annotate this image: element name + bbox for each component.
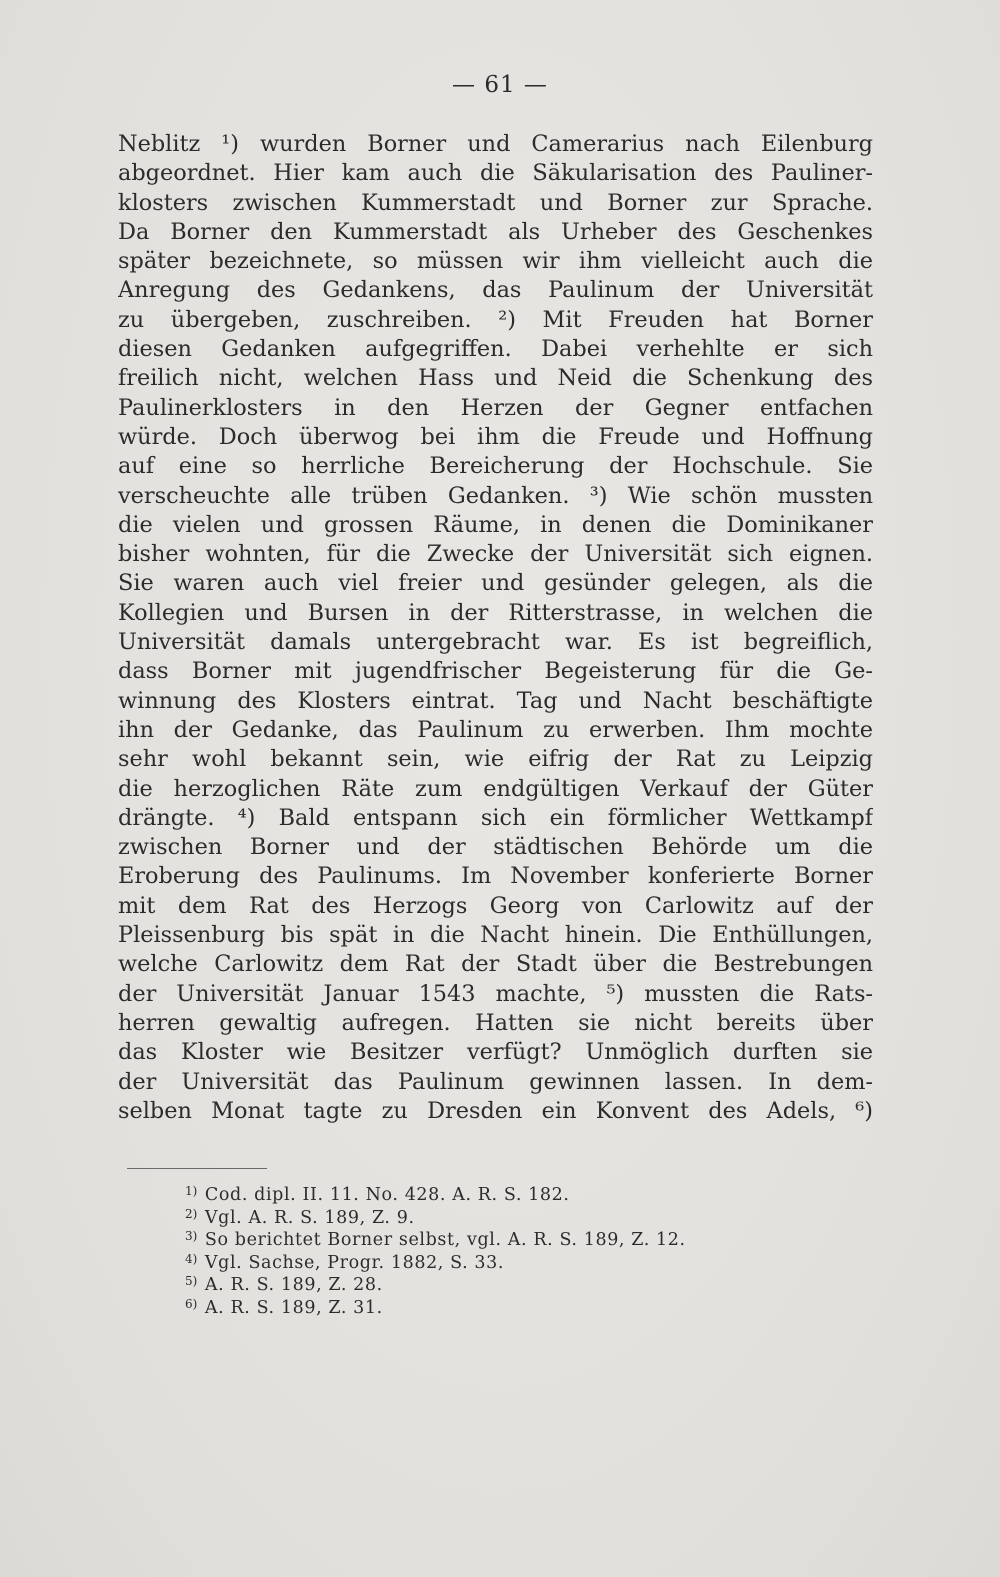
footnote-mark: 5) xyxy=(185,1274,198,1289)
text-line: freilich nicht, welchen Hass und Neid die Schenkung des xyxy=(118,365,873,392)
footnote-mark: 3) xyxy=(185,1229,198,1244)
footnote-mark: 6) xyxy=(185,1296,198,1311)
text-line: Neblitz ¹) wurden Borner und Camerarius nach Eilenburg xyxy=(118,131,873,157)
text-line: Da Borner den Kummerstadt als Urheber des Geschenkes xyxy=(118,218,873,245)
text-line: der Universität Januar 1543 machte, ⁵) mussten die Rats- xyxy=(118,980,873,1007)
footnote-divider xyxy=(127,1168,267,1169)
text-line: diesen Gedanken aufgegriffen. Dabei verhehlte er sich xyxy=(118,336,873,363)
text-line: zu übergeben, zuschreiben. ²) Mit Freuden hat Borner xyxy=(118,306,873,333)
text-line: auf eine so herrliche Bereicherung der Hochschule. Sie xyxy=(118,453,873,480)
text-line: sehr wohl bekannt sein, wie eifrig der Rat zu Leipzig xyxy=(118,746,873,773)
text-line: mit dem Rat des Herzogs Georg von Carlowitz auf der xyxy=(118,892,873,919)
text-line: selben Monat tagte zu Dresden ein Konvent des Adels, ⁶) xyxy=(118,1097,873,1124)
footnote-mark: 4) xyxy=(185,1251,198,1266)
text-line: dass Borner mit jugendfrischer Begeisterung für die Ge- xyxy=(118,658,873,685)
body-text xyxy=(118,130,873,1126)
text-line: das Kloster wie Besitzer verfügt? Unmöglich durften sie xyxy=(118,1039,873,1066)
text-line: klosters zwischen Kummerstadt und Borner zur Sprache. xyxy=(118,189,873,216)
text-line: Universität damals untergebracht war. Es ist begreiflich, xyxy=(118,629,873,656)
footnote xyxy=(185,1270,825,1296)
footnote xyxy=(185,1203,825,1226)
footnote xyxy=(185,1225,825,1251)
text-line: zwischen Borner und der städtischen Behörde um die xyxy=(118,834,873,861)
text-line: die herzoglichen Räte zum endgültigen Verkauf der Güter xyxy=(118,775,873,802)
text-line: würde. Doch überwog bei ihm die Freude und Hoffnung xyxy=(118,423,873,450)
text-line: welche Carlowitz dem Rat der Stadt über die Bestrebungen xyxy=(118,951,873,978)
text-line: winnung des Klosters eintrat. Tag und Nacht beschäftigte xyxy=(118,687,873,714)
footnote-text: Cod. dipl. II. 11. No. 428. A. R. S. 182. xyxy=(204,1185,570,1205)
footnote-mark: 2) xyxy=(185,1206,198,1221)
footnote-text: Vgl. Sachse, Progr. 1882, S. 33. xyxy=(204,1252,505,1273)
text-line: Pleissenburg bis spät in die Nacht hinein. Die Enthüllungen, xyxy=(118,922,873,949)
footnote-text: Vgl. A. R. S. 189, Z. 9. xyxy=(204,1207,415,1228)
footnote-text: A. R. S. 189, Z. 28. xyxy=(204,1275,383,1296)
footnote-text: A. R. S. 189, Z. 31. xyxy=(204,1297,383,1318)
text-line: drängte. ⁴) Bald entspann sich ein förmlicher Wettkampf xyxy=(118,804,873,831)
text-line: ihn der Gedanke, das Paulinum zu erwerben. Ihm mochte xyxy=(118,716,873,743)
footnote xyxy=(185,1248,825,1271)
text-line: verscheuchte alle trüben Gedanken. ³) Wie schön mussten xyxy=(118,482,873,509)
text-line: die vielen und grossen Räume, in denen die Dominikaner xyxy=(118,511,873,538)
footnote xyxy=(185,1293,825,1316)
text-line: Sie waren auch viel freier und gesünder gelegen, als die xyxy=(118,570,873,597)
footnote xyxy=(185,1180,825,1203)
text-line: der Universität das Paulinum gewinnen lassen. In dem- xyxy=(118,1068,873,1095)
text-line: bisher wohnten, für die Zwecke der Universität sich eignen. xyxy=(118,541,873,568)
text-line: Kollegien und Bursen in der Ritterstrasse, in welchen die xyxy=(118,599,873,626)
footnote-mark: 1) xyxy=(185,1184,198,1198)
text-line: später bezeichnete, so müssen wir ihm vielleicht auch die xyxy=(118,248,873,275)
text-line: Anregung des Gedankens, das Paulinum der Universität xyxy=(118,277,873,304)
footnotes xyxy=(185,1180,825,1316)
footnote-text: So berichtet Borner selbst, vgl. A. R. S. 189, Z. 12. xyxy=(204,1230,686,1251)
text-line: Eroberung des Paulinums. Im November konferierte Borner xyxy=(118,863,873,890)
text-line: abgeordnet. Hier kam auch die Säkularisation des Pauliner- xyxy=(118,160,873,187)
text-line: Paulinerklosters in den Herzen der Gegner entfachen xyxy=(118,394,873,421)
text-line: herren gewaltig aufregen. Hatten sie nicht bereits über xyxy=(118,1009,873,1036)
page-number: — 61 — xyxy=(452,72,548,98)
